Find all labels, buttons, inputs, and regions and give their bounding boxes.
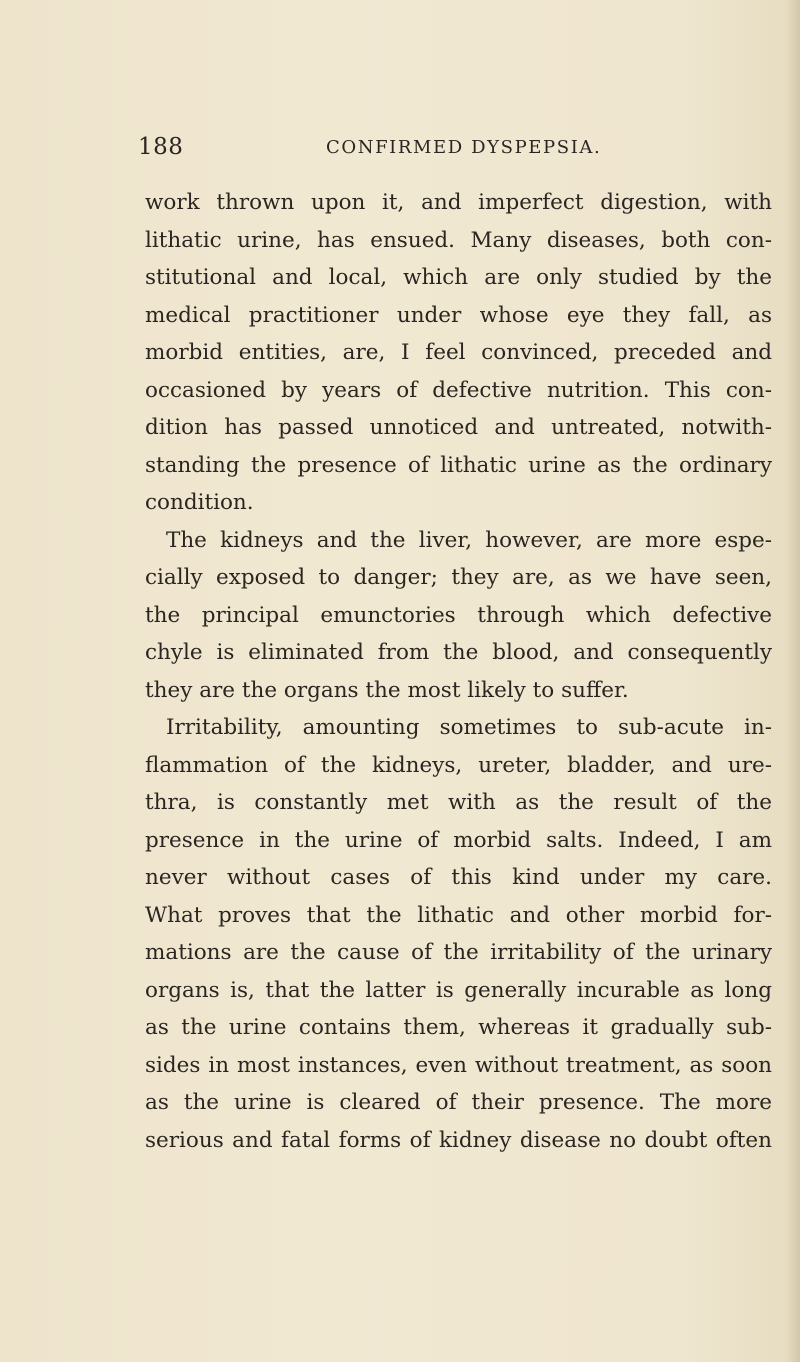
text-line: presence in the urine of morbid salts. Indeed, I am	[145, 827, 772, 853]
text-line: work thrown upon it, and imperfect digestion, with	[145, 190, 772, 215]
page-header	[138, 132, 738, 166]
running-head: CONFIRMED DYSPEPSIA.	[326, 137, 602, 158]
text-line: they are the organs the most likely to suffer.	[145, 677, 629, 703]
text-line: medical practitioner under whose eye they fall, as	[145, 302, 772, 328]
text-line: lithatic urine, has ensued. Many diseases, both con-	[145, 227, 772, 253]
text-line: organs is, that the latter is generally incurable as long	[145, 977, 772, 1003]
text-line: standing the presence of lithatic urine as the ordinary	[145, 452, 772, 478]
text-line: morbid entities, are, I feel convinced, preceded and	[145, 340, 772, 365]
paragraph-start-line: The kidneys and the liver, however, are more espe-	[166, 527, 772, 553]
text-line: chyle is eliminated from the blood, and consequently	[145, 640, 772, 665]
text-line: serious and fatal forms of kidney disease no doubt often	[145, 1127, 772, 1153]
text-line: sides in most instances, even without treatment, as soon	[145, 1052, 772, 1078]
text-line: as the urine contains them, whereas it gradually sub-	[145, 1015, 772, 1040]
text-line: What proves that the lithatic and other morbid for-	[145, 902, 772, 928]
text-line: occasioned by years of defective nutrition. This con-	[145, 377, 772, 403]
text-line: flammation of the kidneys, ureter, bladder, and ure-	[145, 752, 772, 778]
text-line: thra, is constantly met with as the result of the	[145, 790, 772, 815]
body-text	[145, 184, 772, 1159]
text-line: never without cases of this kind under my care.	[145, 865, 772, 890]
text-line: the principal emunctories through which defective	[145, 602, 772, 628]
page-gutter-shadow	[786, 0, 800, 1362]
text-line: cially exposed to danger; they are, as we have seen,	[145, 565, 772, 590]
text-line: as the urine is cleared of their presence. The more	[145, 1090, 772, 1115]
text-line: mations are the cause of the irritability of the urinary	[145, 940, 772, 965]
page-number: 188	[138, 134, 184, 160]
paragraph-start-line: Irritability, amounting sometimes to sub-acute in-	[166, 715, 772, 740]
text-line: dition has passed unnoticed and untreated, notwith-	[145, 415, 772, 440]
text-line: stitutional and local, which are only studied by the	[145, 265, 772, 290]
text-line: condition.	[145, 490, 254, 515]
